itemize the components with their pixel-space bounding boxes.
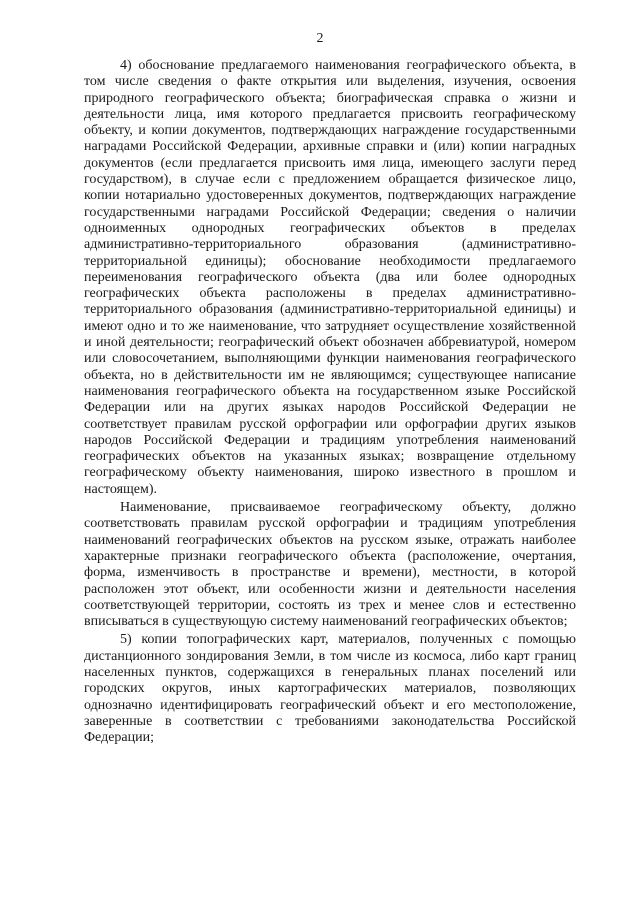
document-body: [84, 58, 576, 746]
paragraph-item-5-map-copies: 5) копии топографических карт, материалов, полученных с помощью дистанционного зондирования Земли, в том числе из космоса, либо карт границ населенных пунктов, содержащихся в генеральных планах поселений или городских округов, иных картографических материалов, позволяющих однозначно идентифицировать географический объект и его местоположение, заверенные в соответствии с требованиями законодательства Российской Федерации;: [84, 632, 576, 746]
paragraph-naming-requirements: Наименование, присваиваемое географическому объекту, должно соответствовать правилам русской орфографии и традициям употребления наименований географических объектов на русском языке, отражать наиболее характерные признаки географического объекта (расположение, очертания, форма, изменчивость в пространстве и времени), местности, в которой расположен этот объект, или особенности жизни и деятельности населения соответствующей территории, состоять из трех и менее слов и естественно вписываться в существующую систему наименований географических объектов;: [84, 500, 576, 630]
paragraph-item-4-justification: 4) обоснование предлагаемого наименования географического объекта, в том числе сведения о факте открытия или выделения, изучения, освоения природного географического объекта; биографическая справка о жизни и деятельности лица, имя которого предлагается присвоить географическому объекту, и копии документов, подтверждающих награждение государственными наградами Российской Федерации, архивные справки и (или) копии наградных документов (если предлагается присвоить имя лица, имеющего заслуги перед государством), в случае если с предложением обращается физическое лицо, копии нотариально удостоверенных документов, подтверждающих награждение государственными наградами Российской Федерации; сведения о наличии одноименных однородных географических объектов в пределах административно-территориального образования (административно-территориальной единицы); обоснование необходимости предлагаемого переименования географического объекта (два или более однородных географических объекта расположены в пределах административно-территориального образования (административно-территориальной единицы) и имеют одно и то же наименование, что затрудняет осуществление хозяйственной и иной деятельности; географический объект обозначен аббревиатурой, номером или словосочетанием, выполняющими функции наименования географического объекта, но в действительности им не являющимся; существующее написание наименования географического объекта на государственном языке Российской Федерации или на других языках народов Российской Федерации не соответствует правилам русской орфографии или орфографии других языков народов Российской Федерации и традициям употребления наименований географических объектов на указанных языках; возвращение отдельному географическому объекту наименования, широко известного в прошлом и настоящем).: [84, 58, 576, 497]
page-number: 2: [316, 31, 324, 46]
